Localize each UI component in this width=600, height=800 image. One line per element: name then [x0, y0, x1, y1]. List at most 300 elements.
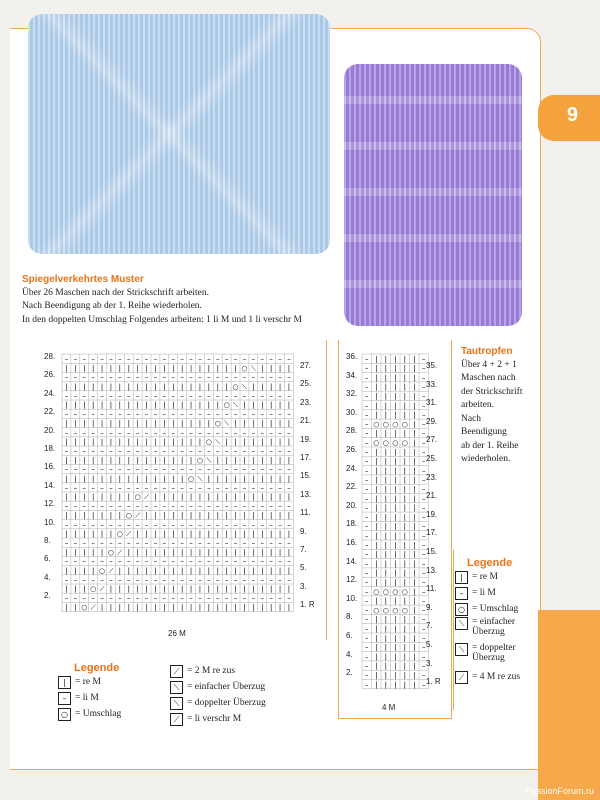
chart-stitch-symbol: | — [127, 474, 130, 483]
chart-stitch-symbol: | — [118, 401, 122, 410]
chart-stitch-symbol: | — [118, 419, 122, 428]
chart-stitch-symbol: | — [154, 585, 157, 594]
chart-stitch-symbol: | — [207, 585, 211, 594]
chart-stitch-symbol: – — [365, 569, 369, 578]
chart-stitch-symbol: | — [163, 474, 166, 483]
chart-stitch-symbol: – — [91, 483, 95, 492]
chart-stitch-symbol: – — [242, 428, 247, 437]
chart-stitch-symbol: – — [64, 373, 69, 382]
chart-stitch-symbol: | — [394, 429, 397, 438]
chart-stitch-symbol: | — [269, 529, 273, 538]
chart-stitch-symbol: | — [384, 662, 387, 671]
chart-stitch-symbol: – — [365, 448, 369, 457]
chart-stitch-symbol: – — [251, 483, 256, 492]
chart-stitch-symbol: | — [384, 569, 387, 578]
chart-stitch-symbol: | — [118, 437, 122, 446]
chart-stitch-symbol: – — [91, 575, 95, 584]
chart-stitch-symbol: – — [135, 520, 140, 529]
chart-stitch-symbol: | — [154, 456, 157, 465]
chart-stitch-symbol: – — [207, 373, 211, 382]
chart-stitch-symbol: | — [403, 578, 406, 587]
chart-stitch-symbol: – — [109, 502, 113, 511]
chart-stitch-symbol: | — [136, 382, 139, 391]
chart-stitch-symbol: – — [127, 502, 131, 511]
pattern2-title: Tautropfen — [461, 346, 513, 357]
chart-stitch-symbol: | — [403, 662, 406, 671]
row-number-label: 18. — [346, 519, 358, 529]
chart-stitch-symbol: – — [233, 428, 238, 437]
chart-stitch-symbol: – — [109, 557, 113, 566]
chart-stitch-symbol: – — [144, 373, 149, 382]
chart-stitch-symbol: | — [109, 493, 113, 502]
chart-stitch-symbol: – — [162, 594, 167, 603]
chart-stitch-symbol: – — [251, 575, 256, 584]
chart-stitch-symbol: – — [64, 483, 69, 492]
chart-stitch-symbol: | — [83, 456, 86, 465]
chart-stitch-symbol: | — [413, 411, 416, 420]
chart-stitch-symbol: | — [375, 662, 378, 671]
row-number-label: 4. — [44, 572, 51, 582]
chart-stitch-symbol: | — [375, 541, 378, 550]
chart-stitch-symbol: – — [207, 465, 211, 474]
chart-stitch-symbol: – — [278, 447, 282, 456]
chart-stitch-symbol: – — [269, 428, 273, 437]
chart-stitch-symbol: – — [287, 391, 291, 400]
chart-stitch-symbol: | — [394, 522, 397, 531]
chart-stitch-symbol: | — [74, 401, 77, 410]
chart-stitch-symbol: – — [207, 539, 211, 548]
chart-stitch-symbol: | — [394, 541, 397, 550]
chart-stitch-symbol: – — [422, 438, 426, 447]
chart-stitch-symbol: ⟋ — [90, 603, 96, 612]
chart-stitch-symbol: – — [135, 465, 140, 474]
chart-stitch-symbol: | — [403, 634, 406, 643]
chart-stitch-symbol: | — [413, 438, 416, 447]
chart-stitch-symbol: – — [365, 383, 369, 392]
chart-stitch-symbol: | — [269, 511, 273, 520]
chart-stitch-symbol: | — [100, 548, 104, 557]
chart-stitch-symbol: – — [144, 355, 149, 364]
chart-stitch-symbol: – — [422, 411, 426, 420]
chart-stitch-symbol: – — [242, 410, 247, 419]
chart-stitch-symbol: ○ — [134, 493, 141, 502]
chart-stitch-symbol: – — [153, 391, 158, 400]
chart-stitch-symbol: | — [403, 541, 406, 550]
chart-stitch-symbol: | — [394, 652, 397, 661]
row-number-label: 26. — [44, 370, 56, 380]
chart-stitch-symbol: – — [64, 465, 69, 474]
chart-stitch-symbol: | — [234, 548, 237, 557]
row-number-label: 13. — [300, 489, 312, 499]
chart-stitch-symbol: – — [422, 457, 426, 466]
chart-stitch-symbol: – — [109, 391, 113, 400]
chart-stitch-symbol: – — [242, 355, 247, 364]
row-number-label: 14. — [346, 556, 358, 566]
chart-stitch-symbol: | — [234, 585, 237, 594]
chart-stitch-symbol: – — [422, 429, 426, 438]
chart-stitch-symbol: ○ — [382, 606, 389, 615]
chart-stitch-symbol: – — [207, 410, 211, 419]
chart-stitch-symbol: – — [251, 557, 256, 566]
chart-stitch-symbol: – — [118, 483, 122, 492]
chart-stitch-symbol: – — [224, 594, 229, 603]
chart-stitch-symbol: | — [207, 548, 211, 557]
chart-stitch-symbol: – — [100, 428, 104, 437]
chart-stitch-symbol: | — [145, 382, 148, 391]
chart-stitch-symbol: | — [207, 511, 211, 520]
chart-stitch-symbol: – — [127, 373, 131, 382]
chart-stitch-symbol: – — [144, 483, 149, 492]
chart-stitch-symbol: – — [216, 520, 220, 529]
chart-stitch-symbol: | — [189, 493, 193, 502]
chart-stitch-symbol: | — [91, 456, 95, 465]
chart-stitch-symbol: | — [207, 566, 211, 575]
chart-stitch-symbol: | — [403, 531, 406, 540]
chart-stitch-symbol: – — [91, 502, 95, 511]
chart-stitch-symbol: – — [100, 483, 104, 492]
chart-stitch-symbol: – — [422, 615, 426, 624]
chart-stitch-symbol: | — [252, 474, 255, 483]
chart-stitch-symbol: | — [243, 474, 246, 483]
chart-stitch-symbol: | — [163, 382, 166, 391]
chart-stitch-symbol: | — [375, 569, 378, 578]
chart-stitch-symbol: – — [198, 575, 202, 584]
chart-stitch-symbol: ○ — [401, 606, 408, 615]
chart-stitch-symbol: | — [403, 597, 406, 606]
row-number-label: 28. — [44, 352, 56, 361]
chart-stitch-symbol: – — [422, 513, 426, 522]
chart-stitch-symbol: – — [73, 410, 78, 419]
watermark: PassionForum.ru — [525, 786, 594, 796]
chart-stitch-symbol: | — [413, 671, 416, 680]
chart-stitch-symbol: | — [384, 578, 387, 587]
chart-stitch-symbol: | — [145, 585, 148, 594]
chart-stitch-symbol: | — [403, 373, 406, 382]
chart-stitch-symbol: | — [287, 419, 291, 428]
chart-stitch-symbol: – — [171, 575, 175, 584]
chart-stitch-symbol: ⟋ — [144, 493, 150, 502]
legend-item — [58, 690, 121, 706]
chart-stitch-symbol: – — [153, 520, 158, 529]
chart-stitch-symbol: ⟋ — [117, 548, 123, 557]
chart-stitch-symbol: | — [180, 364, 184, 373]
chart-stitch-symbol: | — [154, 529, 157, 538]
legend-label: = 4 M re zus — [472, 672, 521, 682]
chart-stitch-symbol: | — [91, 382, 95, 391]
chart-stitch-symbol: – — [162, 520, 167, 529]
chart-stitch-symbol: – — [422, 504, 426, 513]
chart-stitch-symbol: | — [145, 437, 148, 446]
chart-stitch-symbol: | — [65, 566, 68, 575]
chart-stitch-symbol: – — [260, 465, 264, 474]
chart-stitch-symbol: | — [413, 429, 416, 438]
chart-stitch-symbol: | — [384, 411, 387, 420]
chart-stitch-symbol: | — [180, 493, 184, 502]
chart-stitch-symbol: – — [422, 634, 426, 643]
chart-stitch-symbol: – — [91, 373, 95, 382]
chart-stitch-symbol: | — [375, 531, 378, 540]
chart-stitch-symbol: | — [216, 474, 219, 483]
chart-stitch-symbol: – — [109, 355, 113, 364]
chart-stitch-symbol: | — [136, 603, 139, 612]
chart-stitch-symbol: – — [144, 447, 149, 456]
chart-stitch-symbol: – — [365, 559, 369, 568]
chart-stitch-symbol: | — [65, 364, 68, 373]
chart-stitch-symbol: | — [74, 419, 77, 428]
chart-stitch-symbol: | — [91, 548, 95, 557]
chart-stitch-symbol: | — [384, 466, 387, 475]
chart-stitch-symbol: | — [413, 615, 416, 624]
chart-stitch-symbol: – — [422, 597, 426, 606]
chart-stitch-symbol: – — [260, 483, 264, 492]
chart-stitch-symbol: | — [234, 456, 237, 465]
chart-stitch-symbol: | — [83, 401, 86, 410]
chart-stitch-symbol: – — [287, 410, 291, 419]
pattern2-legend — [455, 557, 537, 685]
chart-stitch-symbol: | — [394, 355, 397, 364]
chart-stitch-symbol: – — [118, 410, 122, 419]
chart-stitch-symbol: | — [252, 529, 255, 538]
chart-stitch-symbol: | — [394, 494, 397, 503]
chart-stitch-symbol: – — [153, 373, 158, 382]
pattern1-line: Über 26 Maschen nach der Strickschrift arbeiten. — [22, 287, 210, 298]
chart-stitch-symbol: | — [100, 511, 104, 520]
chart-stitch-symbol: – — [278, 594, 282, 603]
chart-stitch-symbol: | — [225, 548, 228, 557]
chart-stitch-symbol: | — [403, 411, 406, 420]
row-number-label: 10. — [44, 517, 56, 527]
chart-stitch-symbol: | — [154, 419, 157, 428]
chart-stitch-symbol: – — [224, 520, 229, 529]
chart-stitch-symbol: | — [413, 550, 416, 559]
chart-stitch-symbol: | — [154, 437, 157, 446]
chart-stitch-symbol: | — [403, 624, 406, 633]
chart-stitch-symbol: | — [269, 548, 273, 557]
row-number-label: 4. — [346, 649, 353, 659]
chart-stitch-symbol: | — [216, 566, 219, 575]
chart-stitch-symbol: | — [413, 643, 416, 652]
chart-stitch-symbol: – — [162, 557, 167, 566]
chart-stitch-symbol: | — [413, 624, 416, 633]
chart-stitch-symbol: | — [261, 529, 264, 538]
chart-stitch-symbol: | — [375, 643, 378, 652]
chart-stitch-symbol: | — [189, 548, 193, 557]
chart-stitch-symbol: | — [287, 603, 291, 612]
chart-stitch-symbol: | — [413, 457, 416, 466]
chart-stitch-symbol: – — [422, 476, 426, 485]
chart-stitch-symbol: ○ — [81, 603, 88, 612]
chart-stitch-symbol: – — [162, 428, 167, 437]
chart-stitch-symbol: – — [269, 539, 273, 548]
chart-stitch-symbol: | — [384, 643, 387, 652]
chart-stitch-symbol: – — [269, 575, 273, 584]
chart-stitch-symbol: – — [171, 355, 175, 364]
chart-stitch-symbol: ○ — [232, 382, 239, 391]
row-number-label: 6. — [44, 554, 51, 564]
chart-stitch-symbol: – — [242, 594, 247, 603]
row-number-label: 5. — [300, 563, 307, 573]
chart-stitch-symbol: – — [278, 539, 282, 548]
chart-stitch-symbol: – — [64, 502, 69, 511]
chart-stitch-symbol: ⟋ — [99, 585, 105, 594]
legend-label: = 2 M re zus — [187, 666, 236, 676]
chart-stitch-symbol: | — [198, 437, 202, 446]
chart-stitch-symbol: – — [422, 383, 426, 392]
chart-stitch-symbol: | — [198, 566, 202, 575]
chart-stitch-symbol: | — [261, 382, 264, 391]
chart-stitch-symbol: | — [243, 493, 246, 502]
chart-stitch-symbol: | — [163, 548, 166, 557]
row-number-label: 2. — [346, 668, 353, 678]
chart-stitch-symbol: | — [163, 493, 166, 502]
chart-stitch-symbol: | — [384, 652, 387, 661]
chart-stitch-symbol: | — [172, 566, 175, 575]
purl-symbol-icon: – — [58, 692, 71, 705]
chart-stitch-symbol: ○ — [107, 548, 115, 557]
row-number-label: 23. — [426, 472, 438, 482]
chart-stitch-symbol: – — [91, 557, 95, 566]
chart-stitch-symbol: | — [278, 474, 282, 483]
chart-stitch-symbol: | — [207, 529, 211, 538]
row-number-label: 28. — [346, 426, 358, 436]
chart-stitch-symbol: – — [127, 594, 131, 603]
chart-stitch-symbol: | — [65, 493, 68, 502]
chart-stitch-symbol: – — [216, 539, 220, 548]
chart-stitch-symbol: | — [403, 559, 406, 568]
chart-stitch-symbol: ⟍ — [215, 437, 221, 446]
chart-stitch-symbol: – — [91, 447, 95, 456]
chart-stitch-symbol: – — [365, 597, 369, 606]
chart-stitch-symbol: – — [135, 373, 140, 382]
chart-stitch-symbol: | — [225, 456, 228, 465]
row-number-label: 16. — [44, 462, 56, 472]
chart-stitch-symbol: – — [127, 557, 131, 566]
chart-stitch-symbol: – — [171, 391, 175, 400]
chart-stitch-symbol: – — [64, 410, 69, 419]
chart-stitch-symbol: | — [375, 652, 378, 661]
chart-stitch-symbol: ○ — [196, 456, 204, 465]
chart-stitch-symbol: | — [216, 493, 219, 502]
chart-stitch-symbol: | — [180, 382, 184, 391]
chart-stitch-symbol: | — [65, 585, 68, 594]
chart-stitch-symbol: | — [74, 511, 77, 520]
chart-stitch-symbol: – — [109, 465, 113, 474]
chart-stitch-symbol: | — [74, 548, 77, 557]
chart-stitch-symbol: | — [384, 485, 387, 494]
chart-stitch-symbol: – — [198, 520, 202, 529]
chart-stitch-symbol: | — [403, 485, 406, 494]
chart-stitch-symbol: – — [171, 520, 175, 529]
pattern1-chart — [14, 345, 326, 640]
row-number-label: 2. — [44, 591, 51, 601]
chart-stitch-symbol: | — [216, 585, 219, 594]
chart-stitch-symbol: | — [145, 419, 148, 428]
row-number-label: 16. — [346, 538, 358, 547]
chart-stitch-symbol: | — [261, 548, 264, 557]
chart-stitch-symbol: | — [216, 511, 219, 520]
chart-stitch-symbol: | — [207, 401, 211, 410]
chart-stitch-symbol: – — [153, 465, 158, 474]
chart-stitch-symbol: | — [163, 511, 166, 520]
chart-stitch-symbol: – — [287, 557, 291, 566]
legend-item — [455, 569, 537, 585]
chart-stitch-symbol: – — [422, 448, 426, 457]
chart-stitch-symbol: – — [144, 465, 149, 474]
chart-stitch-symbol: – — [251, 447, 256, 456]
chart-stitch-symbol: | — [278, 493, 282, 502]
chart-stitch-symbol: – — [224, 575, 229, 584]
chart-stitch-symbol: – — [365, 457, 369, 466]
chart-stitch-symbol: | — [261, 419, 264, 428]
chart-stitch-symbol: | — [234, 474, 237, 483]
chart-stitch-symbol: | — [403, 513, 406, 522]
chart-stitch-symbol: | — [216, 401, 219, 410]
chart-stitch-symbol: – — [171, 465, 175, 474]
chart-stitch-symbol: | — [413, 513, 416, 522]
chart-stitch-symbol: – — [365, 466, 369, 475]
chart-stitch-symbol: | — [252, 382, 255, 391]
chart-stitch-symbol: | — [163, 529, 166, 538]
chart-stitch-symbol: | — [375, 550, 378, 559]
chart-stitch-symbol: – — [153, 410, 158, 419]
chart-stitch-symbol: – — [180, 520, 184, 529]
chart-stitch-symbol: | — [384, 671, 387, 680]
chart-stitch-symbol: | — [261, 511, 264, 520]
chart-stitch-symbol: | — [127, 493, 130, 502]
chart-stitch-symbol: | — [403, 457, 406, 466]
chart-stitch-symbol: | — [91, 493, 95, 502]
chart-stitch-symbol: | — [154, 493, 157, 502]
chart-stitch-symbol: – — [118, 575, 122, 584]
chart-stitch-symbol: – — [422, 550, 426, 559]
chart-stitch-symbol: | — [384, 541, 387, 550]
chart-stitch-symbol: – — [216, 557, 220, 566]
chart-stitch-symbol: – — [180, 447, 184, 456]
chart-stitch-symbol: – — [422, 494, 426, 503]
chart-stitch-symbol: – — [109, 575, 113, 584]
chart-stitch-symbol: | — [145, 474, 148, 483]
chart-stitch-symbol: | — [234, 529, 237, 538]
chart-stitch-symbol: | — [198, 548, 202, 557]
chart-stitch-symbol: | — [74, 456, 77, 465]
chart-stitch-symbol: – — [216, 391, 220, 400]
chart-stitch-symbol: | — [394, 392, 397, 401]
chart-stitch-symbol: – — [82, 575, 86, 584]
row-number-label: 9. — [426, 602, 433, 612]
legend-item — [58, 674, 121, 690]
chart-stitch-symbol: – — [73, 520, 78, 529]
legend-label: = re M — [75, 677, 101, 687]
chart-stitch-symbol: – — [180, 410, 184, 419]
chart-stitch-symbol: – — [162, 447, 167, 456]
chart-stitch-symbol: | — [145, 511, 148, 520]
chart-stitch-symbol: – — [365, 513, 369, 522]
chart-stitch-symbol: | — [278, 603, 282, 612]
k2tog-symbol-icon: ⟋ — [170, 665, 183, 678]
row-number-label: 8. — [44, 536, 51, 545]
chart-stitch-symbol: – — [91, 428, 95, 437]
chart-stitch-symbol: | — [127, 437, 130, 446]
chart-stitch-symbol: | — [118, 511, 122, 520]
chart-stitch-symbol: – — [224, 391, 229, 400]
chart-stitch-symbol: – — [251, 539, 256, 548]
chart-stitch-symbol: | — [109, 419, 113, 428]
chart-stitch-symbol: – — [109, 483, 113, 492]
chart-stitch-symbol: | — [65, 603, 68, 612]
row-number-label: 23. — [300, 397, 312, 407]
legend-item — [455, 643, 537, 669]
chart-stitch-symbol: – — [251, 373, 256, 382]
